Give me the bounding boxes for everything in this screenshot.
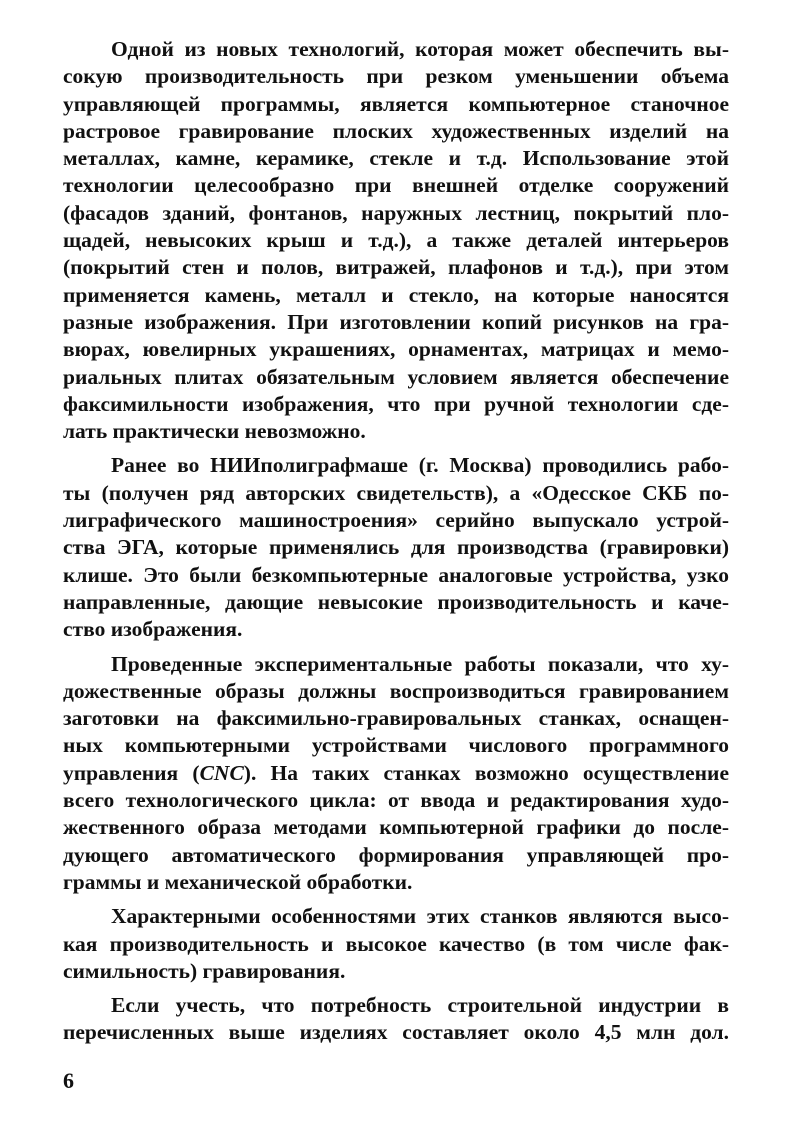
text-line: направленные, дающие невысокие производительность и каче- [63,589,729,614]
text-line: лиграфического машиностроения» серийно выпускало устрой- [63,508,729,533]
text-line: управления (CNC). На таких станках возможно осуществление [63,760,729,785]
text-line: вюрах, ювелирных украшениях, орнаментах, матрицах и мемо- [63,337,729,362]
text-line: ства ЭГА, которые применялись для производства (гравировки) [63,535,729,560]
text-line: симильность) гравирования. [63,958,346,983]
text-line: сокую производительность при резком уменьшении объема [63,64,729,89]
text-line: перечисленных выше изделиях составляет около 4,5 млн дол. [63,1020,729,1045]
text-line: граммы и механической обработки. [63,869,413,894]
text-line: ных компьютерными устройствами числового программного [63,733,729,758]
text-line: дующего автоматического формирования управляющей про- [63,842,729,867]
text-line: дожественные образы должны воспроизводиться гравированием [63,678,729,703]
text-line: технологии целесообразно при внешней отделке сооружений [63,173,729,198]
text-line: (фасадов зданий, фонтанов, наружных лестниц, покрытий пло- [63,200,729,225]
text-line: лать практически невозможно. [63,419,366,444]
paragraph [63,452,729,643]
text-line: применяется камень, металл и стекло, на которые наносятся [63,282,729,307]
text-line: риальных плитах обязательным условием является обеспечение [63,364,729,389]
text-line: факсимильности изображения, что при ручной технологии сде- [63,391,729,416]
body-text [63,36,729,1047]
paragraph [63,651,729,897]
text-line: разные изображения. При изготовлении копий рисунков на гра- [63,309,729,334]
text-line: всего технологического цикла: от ввода и редактирования худо- [63,788,729,813]
text-line: кая производительность и высокое качество (в том числе фак- [63,931,729,956]
text-line: заготовки на факсимильно-гравировальных станках, оснащен- [63,706,729,731]
text-line: металлах, камне, керамике, стекле и т.д. Использование этой [63,146,729,171]
text-line: (покрытий стен и полов, витражей, плафонов и т.д.), при этом [63,255,729,280]
text-line: Проведенные экспериментальные работы показали, что ху- [111,651,729,676]
text-line: щадей, невысоких крыш и т.д.), а также деталей интерьеров [63,228,729,253]
text-line: Одной из новых технологий, которая может обеспечить вы- [111,37,729,61]
text-line: клише. Это были безкомпьютерные аналоговые устройства, узко [63,562,729,587]
text-line: растровое гравирование плоских художественных изделий на [63,118,729,143]
text-line: Ранее во НИИполиграфмаше (г. Москва) проводились рабо- [111,453,729,478]
text-line: Характерными особенностями этих станков являются высо- [111,904,729,929]
paragraph [63,36,729,445]
paragraph [63,992,729,1047]
text-line: ство изображения. [63,617,243,642]
paragraph [63,903,729,985]
text-line: Если учесть, что потребность строительной индустрии в [111,993,729,1018]
text-line: управляющей программы, является компьютерное станочное [63,91,729,116]
text-line: ты (получен ряд авторских свидетельств), а «Одесское СКБ по- [63,480,729,505]
cnc-abbreviation: CNC [199,760,244,785]
page-number: 6 [63,1068,74,1093]
text-line: жественного образа методами компьютерной графики до после- [63,815,729,840]
